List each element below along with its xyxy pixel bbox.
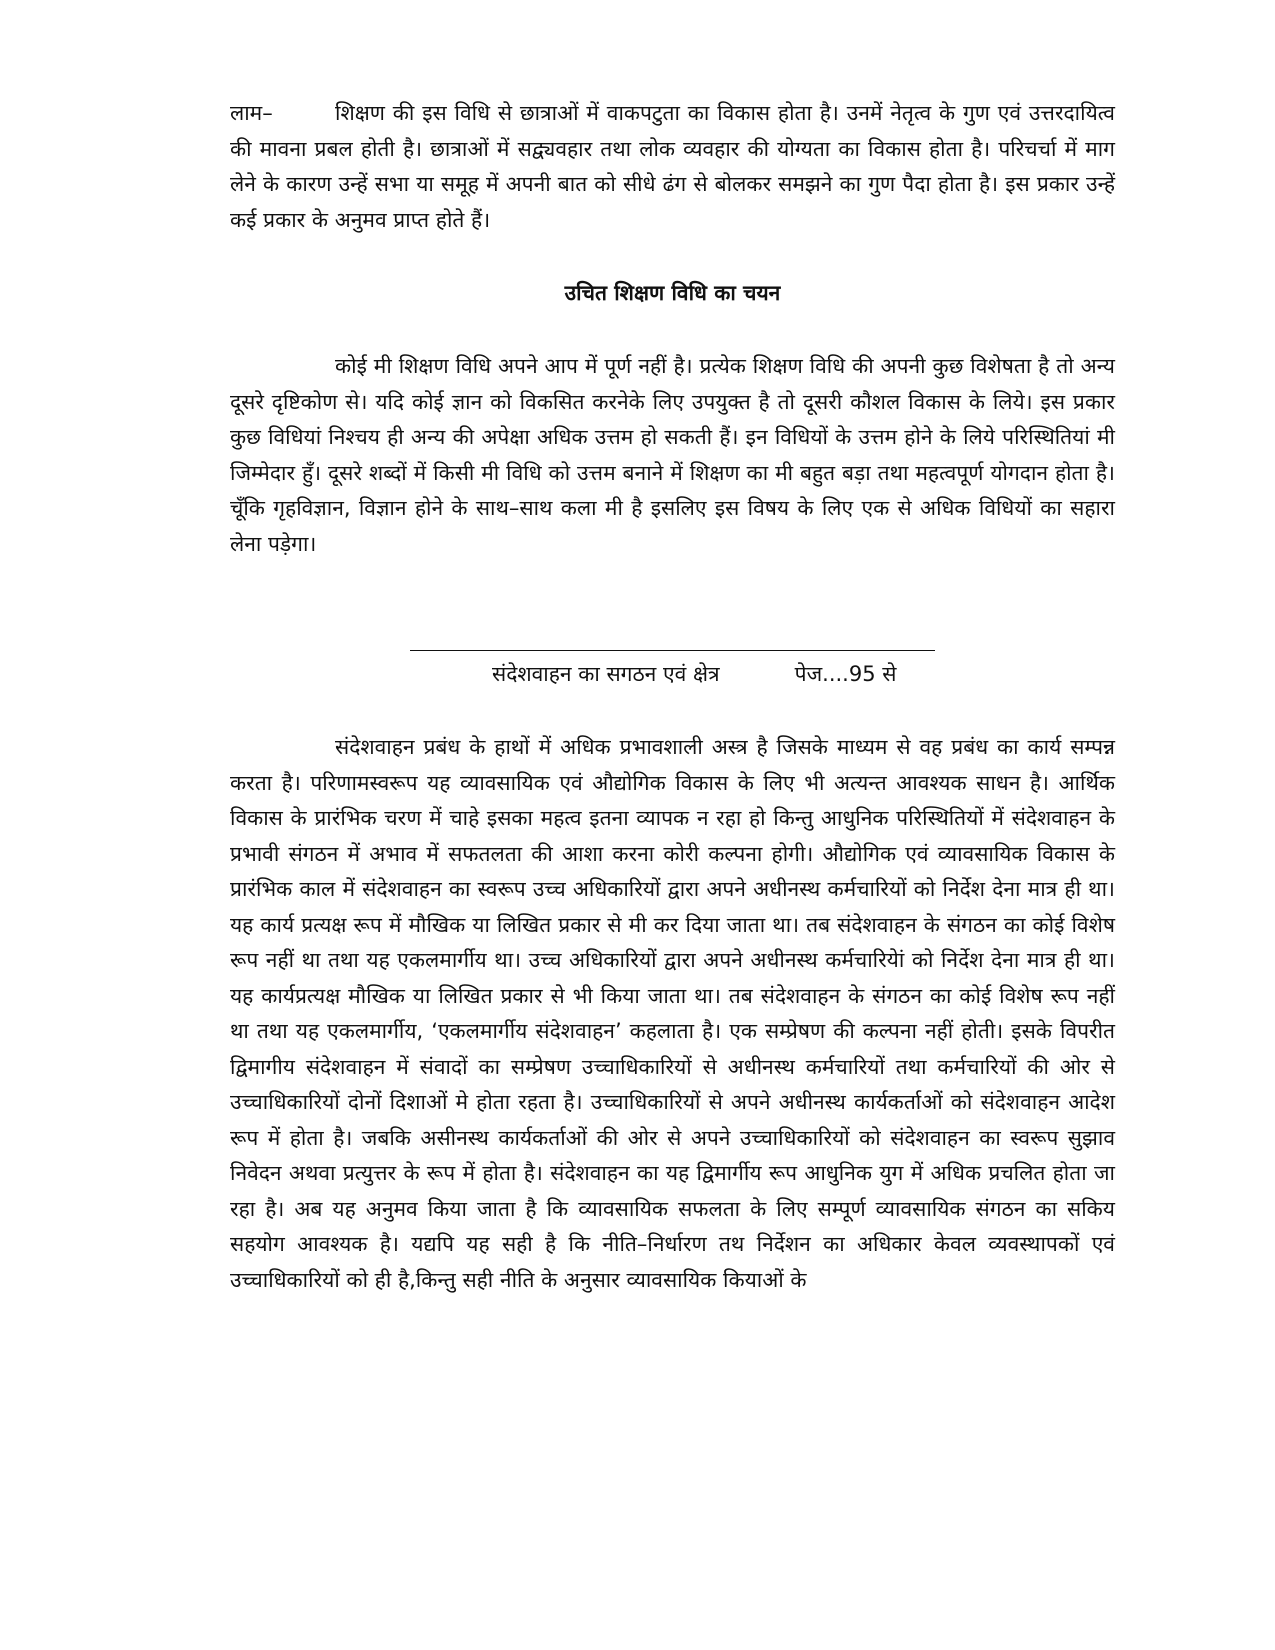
section-heading-communication (230, 657, 1115, 692)
method-selection-paragraph: कोई मी शिक्षण विधि अपने आप में पूर्ण नहीं है। प्रत्येक शिक्षण विधि की अपनी कुछ विशेषता है तो अन्य दूसरे दृष्टिकोण से। यदि कोई ज्ञान को विकसित करनेके लिए उपयुक्त है तो दूसरी कौशल विकास के लिये। इस प्रकार कुछ विधियां निश्चय ही अन्य की अपेक्षा अधिक उत्तम हो सकती हैं। इन विधियों के उत्तम होने के लिये परिस्थितियां मी जिम्मेदार हुँ। दूसरे शब्दों में किसी मी विधि को उत्तम बनाने में शिक्षण का मी बहुत बड़ा तथा महत्वपूर्ण योगदान होता है। चूँकि गृहविज्ञान, विज्ञान होने के साथ–साथ कला मी है इसलिए इस विषय के लिए एक से अधिक विधियों का सहारा लेना पड़ेगा। (230, 354, 1115, 556)
page-reference: पेज....95 से (794, 662, 897, 686)
section-heading-method-selection: उचित शिक्षण विधि का चयन (564, 281, 781, 305)
benefits-text: शिक्षण की इस विधि से छात्राओं में वाकपटुता का विकास होता है। उनमें नेतृत्व के गुण एवं उत्तरदायित्व की मावना प्रबल होती है। छात्राओं में सद्व्यवहार तथा लोक व्यवहार की योग्यता का विकास होता है। परिचर्चा में माग लेने के कारण उन्हें सभा या समूह में अपनी बात को सीधे ढंग से बोलकर समझने का गुण पैदा होता है। इस प्रकार उन्हें कई प्रकार के अनुमव प्राप्त होते हैं। (230, 101, 1115, 232)
benefits-paragraph (230, 96, 1115, 238)
communication-paragraph: संदेशवाहन प्रबंध के हाथों में अधिक प्रभावशाली अस्त्र है जिसके माध्यम से वह प्रबंध का कार्य सम्पन्न करता है। परिणामस्वरूप यह व्यावसायिक एवं औद्योगिक विकास के लिए भी अत्यन्त आवश्यक साधन है। आर्थिक विकास के प्रारंभिक चरण में चाहे इसका महत्व इतना व्यापक न रहा हो किन्तु आधुनिक परिस्थितियों में संदेशवाहन के प्रभावी संगठन में अभाव में सफतलता की आशा करना कोरी कल्पना होगी। औद्योगिक एवं व्यावसायिक विकास के प्रारंभिक काल में संदेशवाहन का स्वरूप उच्च अधिकारियों द्वारा अपने अधीनस्थ कर्मचारियों को निर्देश देना मात्र ही था। यह कार्य प्रत्यक्ष रूप में मौखिक या लिखित प्रकार से मी कर दिया जाता था। तब संदेशवाहन के संगठन का कोई विशेष रूप नहीं था तथा यह एकलमार्गीय था। उच्च अधिकारियों द्वारा अपने अधीनस्थ कर्मचारियेां को निर्देश देना मात्र ही था। यह कार्यप्रत्यक्ष मौखिक या लिखित प्रकार से भी किया जाता था। तब संदेशवाहन के संगठन का कोई विशेष रूप नहीं था तथा यह एकलमार्गीय, ‘एकलमार्गीय संदेशवाहन’ कहलाता है। एक सम्प्रेषण की कल्पना नहीं होती। इसके विपरीत द्विमागीय संदेशवाहन में संवादों का सम्प्रेषण उच्चाधिकारियों से अधीनस्थ कर्मचारियों तथा कर्मचारियों की ओर से उच्चाधिकारियों दोनों दिशाओं मे होता रहता है। उच्चाधिकारियों से अपने अधीनस्थ कार्यकर्ताओं को संदेशवाहन आदेश रूप में होता है। जबकि असीनस्थ कार्यकर्ताओं की ओर से अपने उच्चाधिकारियों को संदेशवाहन का स्वरूप सुझाव निवेदन अथवा प्रत्युत्तर के रूप में होता है। संदेशवाहन का यह द्विमार्गीय रूप आधुनिक युग में अधिक प्रचलित होता जा रहा है। अब यह अनुमव किया जाता है कि व्यावसायिक सफलता के लिए सम्पूर्ण व्यावसायिक संगठन का सकिय सहयोग आवश्यक है। यद्यपि यह सही है कि नीति–निर्धारण तथ निर्देशन का अधिकार केवल व्यवस्थापकों एवं उच्चाधिकारियों को ही है,किन्तु सही नीति के अनुसार व्यावसायिक कियाओं के (230, 735, 1115, 1292)
communication-heading-text: संदेशवाहन का सगठन एवं क्षेत्र (492, 662, 720, 686)
lead-word: लाम– (230, 101, 273, 125)
document-page (230, 96, 1115, 1298)
section-divider (410, 650, 935, 651)
